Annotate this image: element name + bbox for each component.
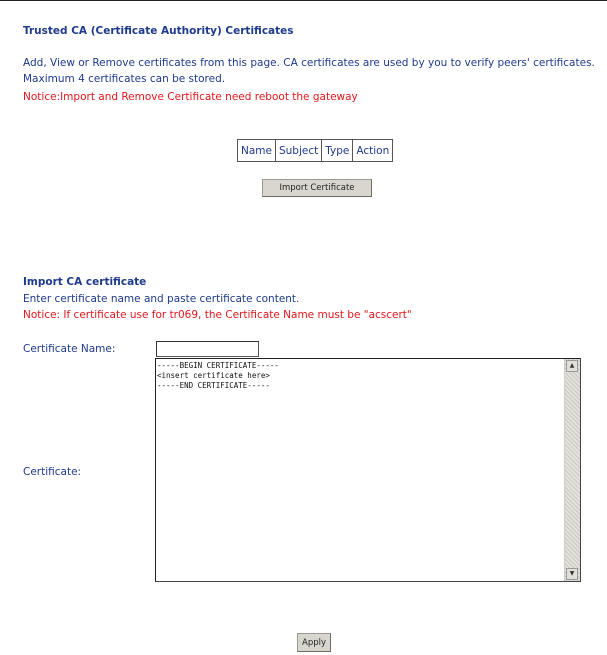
column-header-type: Type — [322, 140, 353, 162]
top-divider — [0, 0, 607, 1]
certificate-label: Certificate: — [23, 466, 82, 478]
table-header-row — [238, 140, 393, 162]
description-line-2: Maximum 4 certificates can be stored. — [23, 73, 226, 85]
textarea-scrollbar[interactable] — [564, 359, 580, 581]
certificate-textarea[interactable] — [155, 358, 581, 582]
import-section-title: Import CA certificate — [23, 276, 147, 288]
import-description: Enter certificate name and paste certificate content. — [23, 293, 300, 305]
description-line-1: Add, View or Remove certificates from this page. CA certificates are used by you to verify peers' certificates. — [23, 57, 595, 69]
reboot-notice: Notice:Import and Remove Certificate need reboot the gateway — [23, 91, 358, 103]
import-certificate-button[interactable]: Import Certificate — [262, 179, 372, 197]
certificate-name-input[interactable] — [156, 341, 259, 357]
arrow-up-icon[interactable]: ▲ — [566, 360, 578, 372]
certificate-content[interactable]: -----BEGIN CERTIFICATE----- <insert certificate here> -----END CERTIFICATE----- — [157, 361, 279, 390]
certificate-name-label: Certificate Name: — [23, 343, 116, 355]
arrow-down-icon[interactable]: ▼ — [566, 568, 578, 580]
apply-button[interactable]: Apply — [297, 633, 331, 652]
tr069-notice: Notice: If certificate use for tr069, the Certificate Name must be "acscert" — [23, 309, 412, 321]
column-header-name: Name — [238, 140, 276, 162]
column-header-action: Action — [353, 140, 393, 162]
certificates-table — [237, 139, 393, 162]
column-header-subject: Subject — [275, 140, 321, 162]
page-title: Trusted CA (Certificate Authority) Certificates — [23, 25, 294, 37]
